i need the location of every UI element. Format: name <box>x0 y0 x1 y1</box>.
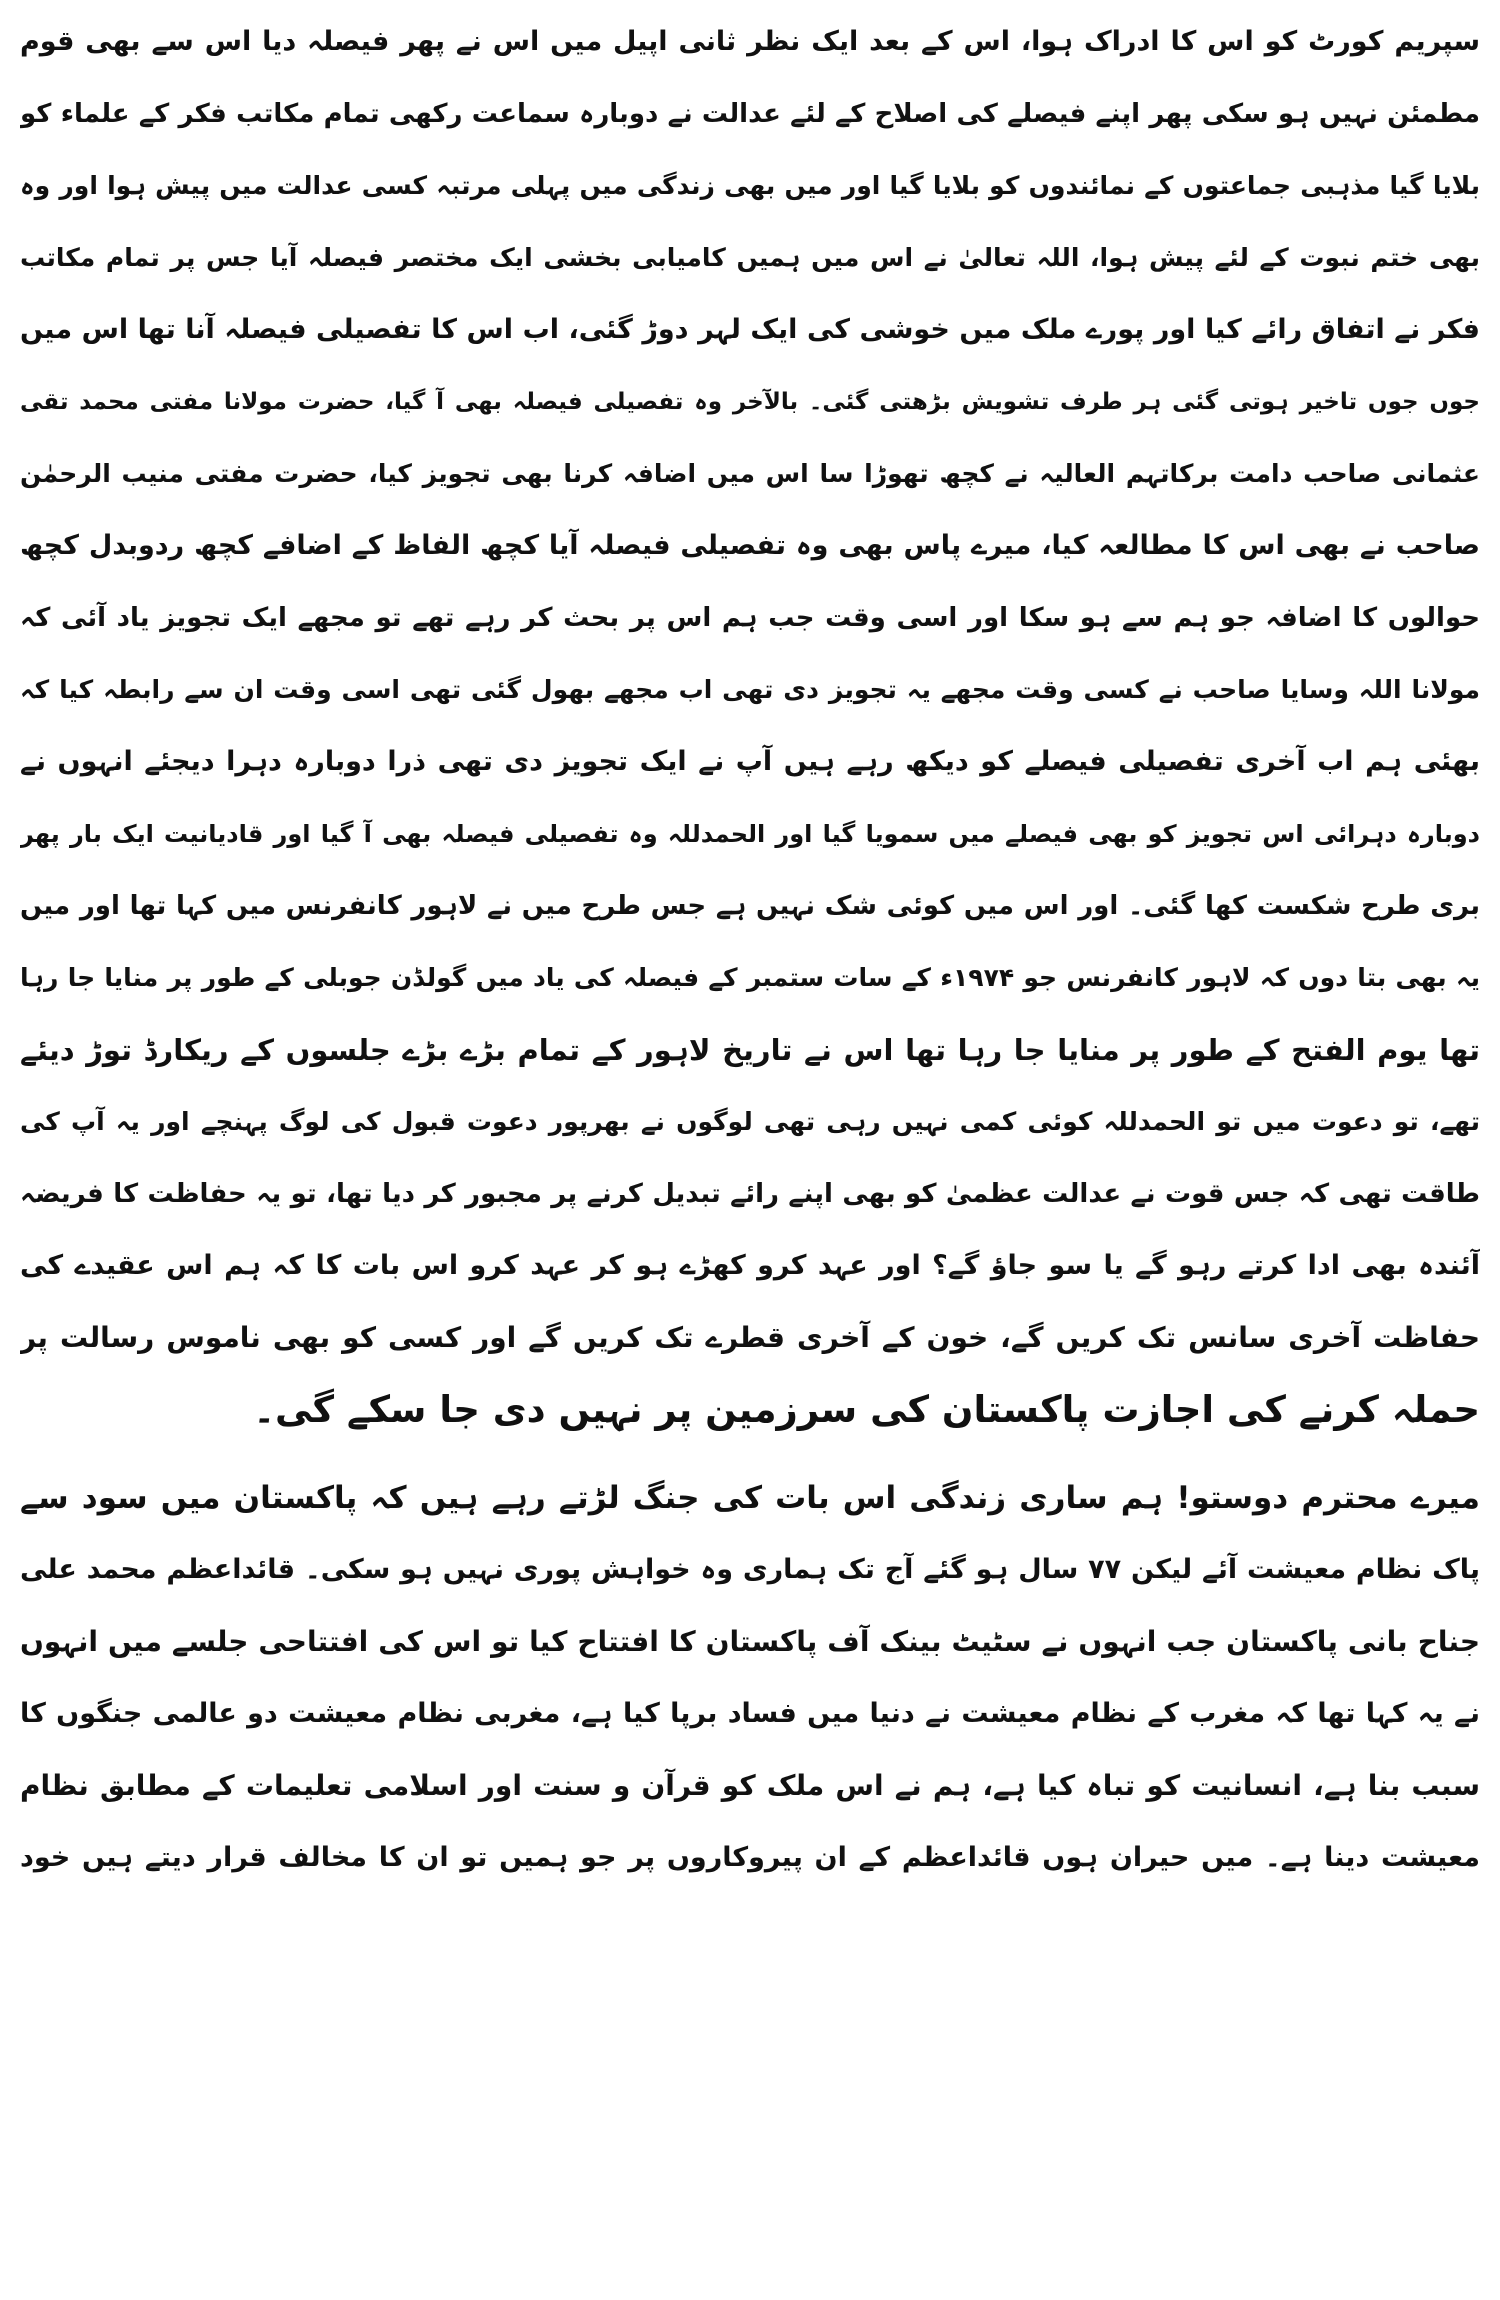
text-line: جوں جوں تاخیر ہوتی گئی ہر طرف تشویش بڑھتی گئی۔ بالآخر وہ تفصیلی فیصلہ بھی آ گیا، حضرت مولانا مفتی محمد تقی <box>20 389 1480 415</box>
paragraph-interest-free-economy <box>20 1462 1480 1894</box>
text-line: یہ بھی بتا دوں کہ لاہور کانفرنس جو ۱۹۷۴ء کے سات ستمبر کے فیصلہ کی یاد میں گولڈن جوبلی کے طور پر منایا جا رہا <box>20 963 1480 992</box>
text-line-paragraph-end: حملہ کرنے کی اجازت پاکستان کی سرزمین پر نہیں دی جا سکے گی۔ <box>253 1388 1480 1431</box>
text-line: آئندہ بھی ادا کرتے رہو گے یا سو جاؤ گے؟ اور عہد کرو کھڑے ہو کر عہد کرو اس بات کا کہ ہم اس عقیدے کی <box>20 1250 1480 1281</box>
text-line: پاک نظام معیشت آئے لیکن ۷۷ سال ہو گئے آج تک ہماری وہ خواہش پوری نہیں ہو سکی۔ قائداعظم محمد علی <box>20 1554 1480 1585</box>
text-line: صاحب نے بھی اس کا مطالعہ کیا، میرے پاس بھی وہ تفصیلی فیصلہ آیا کچھ الفاظ کے اضافے کچھ ردوبدل کچھ <box>20 530 1480 561</box>
text-line: عثمانی صاحب دامت برکاتہم العالیہ نے کچھ تھوڑا سا اس میں اضافہ کرنا بھی تجویز کیا، حضرت مفتی منیب الرحمٰن <box>20 459 1480 488</box>
text-line: تھے، تو دعوت میں تو الحمدللہ کوئی کمی نہیں رہی تھی لوگوں نے بھرپور دعوت قبول کی لوگ پہنچے اور یہ آپ کی <box>20 1107 1480 1136</box>
text-line: تھا یوم الفتح کے طور پر منایا جا رہا تھا اس نے تاریخ لاہور کے تمام بڑے بڑے جلسوں کے ریکارڈ توڑ دیئے <box>20 1033 1480 1067</box>
text-line: سپریم کورٹ کو اس کا ادراک ہوا، اس کے بعد ایک نظر ثانی اپیل میں اس نے پھر فیصلہ دیا اس سے بھی قوم <box>20 26 1480 57</box>
text-line: طاقت تھی کہ جس قوت نے عدالت عظمیٰ کو بھی اپنے رائے تبدیل کرنے پر مجبور کر دیا تھا، تو یہ حفاظت کا فریضہ <box>20 1179 1480 1209</box>
text-line: جناح بانی پاکستان جب انہوں نے سٹیٹ بینک آف پاکستان کا افتتاح کیا تو اس کی افتتاحی جلسے میں انہوں <box>20 1625 1480 1658</box>
text-line: سبب بنا ہے، انسانیت کو تباہ کیا ہے، ہم نے اس ملک کو قرآن و سنت اور اسلامی تعلیمات کے مطابق نظام <box>20 1769 1480 1802</box>
text-line: میرے محترم دوستو! ہم ساری زندگی اس بات کی جنگ لڑتے رہے ہیں کہ پاکستان میں سود سے <box>20 1480 1480 1516</box>
text-line: بھی ختم نبوت کے لئے پیش ہوا، اللہ تعالیٰ نے اس میں ہمیں کامیابی بخشی ایک مختصر فیصلہ آیا جس پر تمام مکاتب <box>20 243 1480 272</box>
text-line: فکر نے اتفاق رائے کیا اور پورے ملک میں خوشی کی ایک لہر دوڑ گئی، اب اس کا تفصیلی فیصلہ آنا تھا اس میں <box>20 314 1480 345</box>
urdu-document-page <box>20 6 1480 2294</box>
text-line: دوبارہ دہرائی اس تجویز کو بھی فیصلے میں سمویا گیا اور الحمدللہ وہ تفصیلی فیصلہ بھی آ گیا اور قادیانیت ایک بار پھر <box>20 820 1480 848</box>
text-line: نے یہ کہا تھا کہ مغرب کے نظام معیشت نے دنیا میں فساد برپا کیا ہے، مغربی نظام معیشت دو عالمی جنگوں کا <box>20 1698 1480 1729</box>
text-line: حوالوں کا اضافہ جو ہم سے ہو سکا اور اسی وقت جب ہم اس پر بحث کر رہے تھے تو مجھے ایک تجویز یاد آئی کہ <box>20 603 1480 633</box>
text-line: حفاظت آخری سانس تک کریں گے، خون کے آخری قطرے تک کریں گے اور کسی کو بھی ناموس رسالت پر <box>20 1321 1480 1354</box>
text-line: بری طرح شکست کھا گئی۔ اور اس میں کوئی شک نہیں ہے جس طرح میں نے لاہور کانفرنس میں کہا تھا اور میں <box>20 891 1480 921</box>
paragraph-spacer <box>20 1446 1480 1462</box>
text-line: بلایا گیا مذہبی جماعتوں کے نمائندوں کو بلایا گیا اور میں بھی زندگی میں پہلی مرتبہ کسی عدالت میں پیش ہوا اور وہ <box>20 171 1480 200</box>
text-line: مطمئن نہیں ہو سکی پھر اپنے فیصلے کی اصلاح کے لئے عدالت نے دوبارہ سماعت رکھی تمام مکاتب فکر کے علماء کو <box>20 99 1480 129</box>
text-line: بھئی ہم اب آخری تفصیلی فیصلے کو دیکھ رہے ہیں آپ نے ایک تجویز دی تھی ذرا دوبارہ دہرا دیجئے انہوں نے <box>20 746 1480 777</box>
text-line: معیشت دینا ہے۔ میں حیران ہوں قائداعظم کے ان پیروکاروں پر جو ہمیں تو ان کا مخالف قرار دیتے ہیں خود <box>20 1842 1480 1873</box>
paragraph-supreme-court-verdict <box>20 6 1480 1446</box>
text-line: مولانا اللہ وسایا صاحب نے کسی وقت مجھے یہ تجویز دی تھی اب مجھے بھول گئی تھی اسی وقت ان سے رابطہ کیا کہ <box>20 675 1480 704</box>
